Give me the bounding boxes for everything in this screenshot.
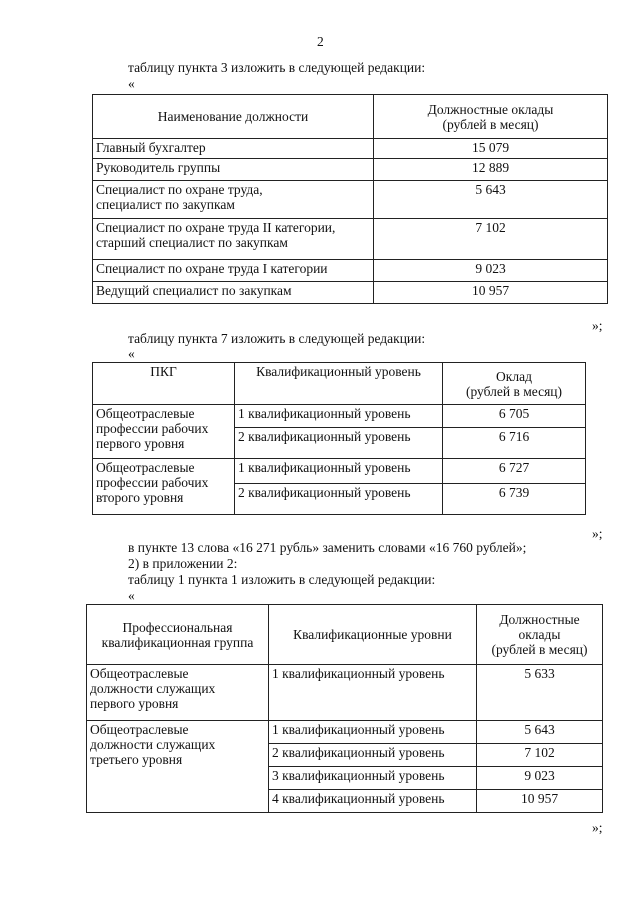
page-number: 2 [317,34,324,49]
position-name: Руководитель группы [93,159,374,181]
table-row [93,459,586,484]
position-name: Ведущий специалист по закупкам [93,282,374,304]
table-row [93,405,586,428]
pkg-group-line1: Общеотраслевые [96,460,195,475]
position-name-line1: Специалист по охране труда II категории, [96,220,336,235]
intro-table-2: таблицу пункта 7 изложить в следующей редакции: [128,331,426,346]
pkg-group [93,405,235,459]
prof-group [87,721,269,813]
header-salary [443,363,586,405]
prof-group-line2: должности служащих [90,737,216,752]
salary-value: 10 957 [374,282,608,304]
intro-table-3: таблицу 1 пункта 1 изложить в следующей редакции: [128,572,436,587]
header-salary-line2: (рублей в месяц) [465,383,563,399]
header-salary-line1: Должностные [499,612,580,627]
qual-level: 2 квалификационный уровень [235,428,443,459]
prof-group-line1: Общеотраслевые [90,666,189,681]
table-row [93,139,608,159]
pkg-group-line2: профессии рабочих [96,421,209,436]
prof-group-line1: Общеотраслевые [90,722,189,737]
salary-value: 6 727 [443,459,586,484]
header-pkg: ПКГ [93,363,235,405]
salary-table-1 [92,94,608,304]
salary-value: 15 079 [374,139,608,159]
pkg-group-line1: Общеотраслевые [96,406,195,421]
header-salary [477,605,603,665]
intro-table-1: таблицу пункта 3 изложить в следующей редакции: [128,60,426,75]
header-salary-line3: (рублей в месяц) [491,642,588,657]
pkg-group-line3: первого уровня [96,436,185,451]
position-name-line2: старший специалист по закупкам [96,235,288,250]
salary-value: 12 889 [374,159,608,181]
salary-value: 6 716 [443,428,586,459]
salary-value: 5 643 [374,181,608,219]
position-name: Главный бухгалтер [93,139,374,159]
salary-value: 6 705 [443,405,586,428]
qual-level: 3 квалификационный уровень [269,767,477,790]
qual-level: 2 квалификационный уровень [235,484,443,515]
prof-group-line2: должности служащих [90,681,216,696]
qual-level: 1 квалификационный уровень [235,459,443,484]
header-salary-line2: оклады [518,627,561,642]
header-position: Наименование должности [93,95,374,139]
qual-level: 2 квалификационный уровень [269,744,477,767]
pkg-group [93,459,235,515]
header-salary-line1: Оклад [496,368,532,384]
position-name-line1: Специалист по охране труда, [96,182,263,197]
close-quote-3: »; [592,820,603,835]
salary-value: 7 102 [374,219,608,260]
table-row [93,260,608,282]
table-row [93,159,608,181]
header-prof-group [87,605,269,665]
table-row [93,282,608,304]
position-name [93,181,374,219]
paragraph-appendix-2: 2) в приложении 2: [128,556,238,571]
salary-value: 7 102 [477,744,603,767]
header-salary-line2: (рублей в месяц) [442,116,539,132]
header-salary [374,95,608,139]
qual-level: 1 квалификационный уровень [235,405,443,428]
salary-value: 9 023 [374,260,608,282]
prof-group [87,665,269,721]
prof-group-line3: первого уровня [90,696,179,711]
prof-group-line3: третьего уровня [90,752,183,767]
position-name: Специалист по охране труда I категории [93,260,374,282]
close-quote-1: »; [592,318,603,333]
table-row [87,665,603,721]
qual-level: 4 квалификационный уровень [269,790,477,813]
table-row [93,219,608,260]
header-qual-level: Квалификационный уровень [235,363,443,405]
header-prof-group-line1: Профессиональная [122,619,233,635]
header-qual-levels: Квалификационные уровни [269,605,477,665]
position-name-line2: специалист по закупкам [96,197,235,212]
qual-level: 1 квалификационный уровень [269,721,477,744]
open-quote-1: « [128,76,135,91]
salary-table-3 [86,604,603,813]
paragraph-point-13: в пункте 13 слова «16 271 рубль» заменить словами «16 760 рублей»; [128,540,527,555]
pkg-group-line3: второго уровня [96,490,184,505]
header-salary-line1: Должностные оклады [427,101,554,117]
close-quote-2: »; [592,526,603,541]
salary-value: 9 023 [477,767,603,790]
open-quote-2: « [128,346,135,361]
position-name [93,219,374,260]
salary-value: 5 633 [477,665,603,721]
salary-value: 6 739 [443,484,586,515]
table-row [93,181,608,219]
header-prof-group-line2: квалификационная группа [101,634,254,650]
salary-value: 10 957 [477,790,603,813]
salary-table-2 [92,362,586,515]
table-row [87,721,603,744]
qual-level: 1 квалификационный уровень [269,665,477,721]
pkg-group-line2: профессии рабочих [96,475,209,490]
open-quote-3: « [128,588,135,603]
salary-value: 5 643 [477,721,603,744]
